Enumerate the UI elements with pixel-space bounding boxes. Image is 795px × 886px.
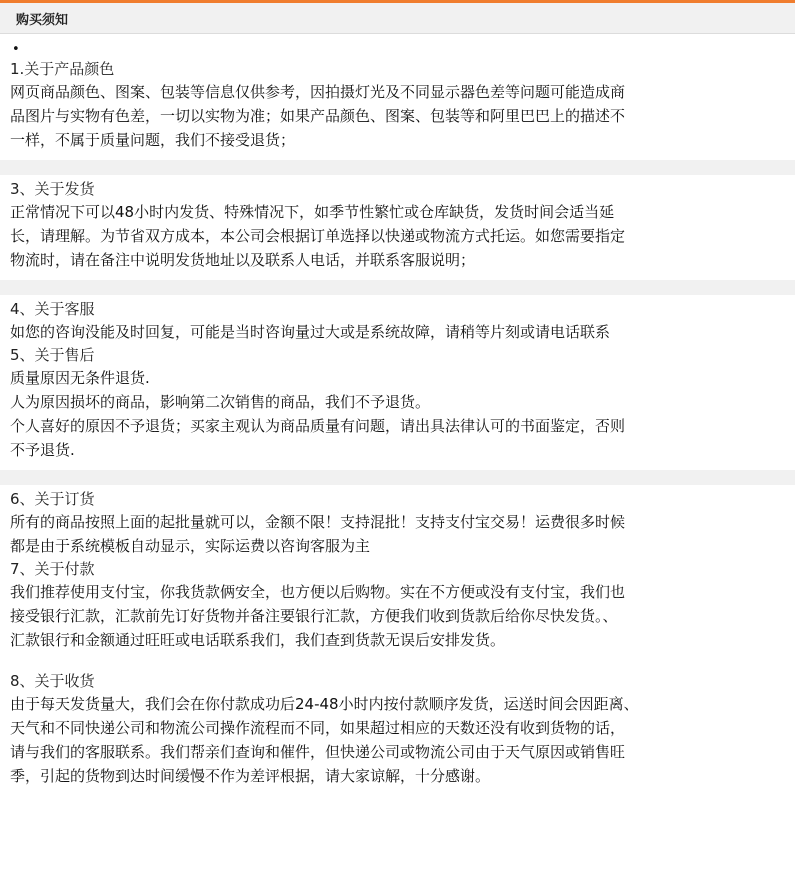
section-ordering — [0, 489, 795, 558]
section-title: 5、关于售后 — [10, 346, 95, 364]
panel-header — [0, 0, 795, 34]
section-line: 请与我们的客服联系。我们帮亲们查询和催件，但快递公司或物流公司由于天气原因或销售旺 — [10, 743, 626, 761]
section-line: 品图片与实物有色差，一切以实物为准；如果产品颜色、图案、包装等和阿里巴巴上的描述不 — [10, 107, 626, 125]
section-line: 季，引起的货物到达时间缓慢不作为差评根据，请大家谅解，十分感谢。 — [10, 767, 491, 785]
section-line: 人为原因损坏的商品，影响第二次销售的商品，我们不予退货。 — [10, 393, 431, 411]
section-title: 7、关于付款 — [10, 560, 95, 578]
section-title: 3、关于发货 — [10, 180, 95, 198]
section-divider — [0, 160, 795, 175]
section-line: 质量原因无条件退货. — [10, 369, 150, 387]
section-color — [0, 59, 795, 152]
section-receiving — [0, 671, 795, 788]
section-line: 物流时，请在备注中说明发货地址以及联系人电话，并联系客服说明； — [10, 251, 476, 269]
section-line: 正常情况下可以48小时内发货、特殊情况下，如季节性繁忙或仓库缺货，发货时间会适当延 — [10, 203, 615, 221]
section-title: 1.关于产品颜色 — [10, 60, 115, 78]
spacer — [0, 652, 795, 670]
notice-content — [0, 34, 795, 788]
section-line: 都是由于系统模板自动显示，实际运费以咨询客服为主 — [10, 537, 371, 555]
section-line: 我们推荐使用支付宝，你我货款俩安全，也方便以后购物。实在不方便或没有支付宝，我们也 — [10, 583, 626, 601]
section-shipping — [0, 179, 795, 272]
section-line: 如您的咨询没能及时回复，可能是当时咨询量过大或是系统故障，请稍等片刻或请电话联系 — [10, 323, 611, 341]
section-line: 汇款银行和金额通过旺旺或电话联系我们，我们查到货款无误后安排发货。 — [10, 631, 506, 649]
section-payment — [0, 559, 795, 652]
section-title: 8、关于收货 — [10, 672, 95, 690]
section-title: 4、关于客服 — [10, 300, 95, 318]
section-line: 接受银行汇款，汇款前先订好货物并备注要银行汇款，方便我们收到货款后给你尽快发货。、 — [10, 607, 618, 625]
section-line: 网页商品颜色、图案、包装等信息仅供参考，因拍摄灯光及不同显示器色差等问题可能造成商 — [10, 83, 626, 101]
section-line: 所有的商品按照上面的起批量就可以，金额不限！支持混批！支持支付宝交易！运费很多时候 — [10, 513, 626, 531]
panel-title: 购买须知 — [16, 12, 69, 28]
section-title: 6、关于订货 — [10, 490, 95, 508]
section-line: 个人喜好的原因不予退货；买家主观认为商品质量有问题，请出具法律认可的书面鉴定，否则 — [10, 417, 626, 435]
section-service — [0, 299, 795, 344]
bullet-mark: • — [12, 42, 20, 57]
section-line: 长，请理解。为节省双方成本，本公司会根据订单选择以快递或物流方式托运。如您需要指定 — [10, 227, 626, 245]
section-after-sales — [0, 345, 795, 462]
section-divider — [0, 280, 795, 295]
section-line: 一样，不属于质量问题，我们不接受退货； — [10, 131, 296, 149]
section-line: 天气和不同快递公司和物流公司操作流程而不同，如果超过相应的天数还没有收到货物的话， — [10, 719, 626, 737]
section-divider — [0, 470, 795, 485]
section-line: 不予退货. — [10, 441, 75, 459]
section-line: 由于每天发货量大，我们会在你付款成功后24-48小时内按付款顺序发货，运送时间会因距离、 — [10, 695, 639, 713]
